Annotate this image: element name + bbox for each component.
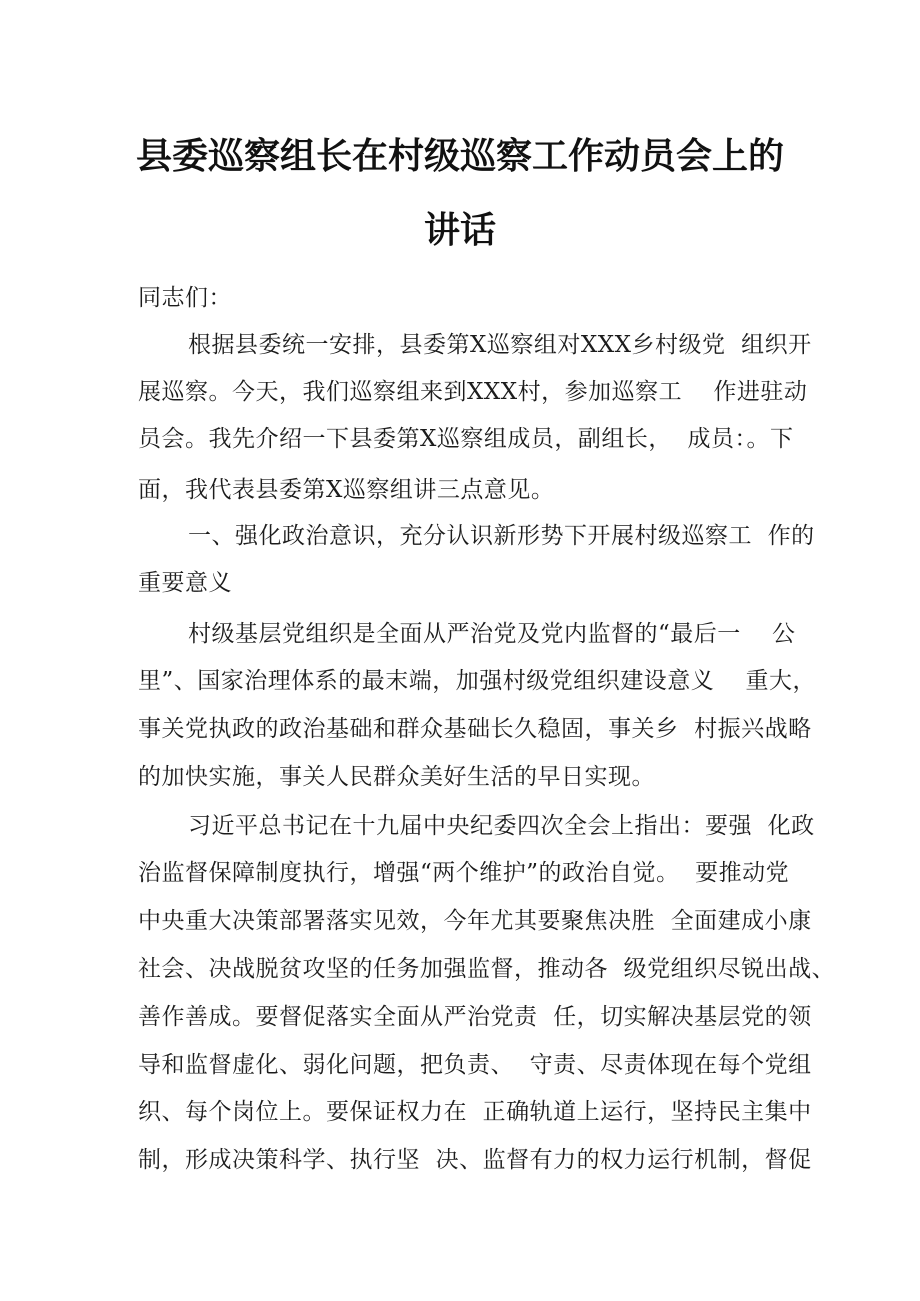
body-line: 中央重大决策部署落实见效，今年尤其要聚焦决胜 全面建成小康 — [138, 908, 812, 934]
body-line: 面，我代表县委第X巡察组讲三点意见。 — [138, 477, 555, 503]
body-line: 根据县委统一安排，县委第X巡察组对XXX乡村级党 组织开 — [188, 332, 812, 358]
document-title-line-1: 县委巡察组长在村级巡察工作动员会上的 — [135, 136, 784, 177]
body-line: 展巡察。今天，我们巡察组来到XXX村，参加巡察工 作进驻动 — [138, 379, 808, 405]
body-line: 社会、决战脱贫攻坚的任务加强监督，推动各 级党组织尽锐出战、 — [138, 956, 836, 982]
body-line: 里”、国家治理体系的最末端，加强村级党组织建设意义 重大， — [138, 668, 817, 694]
body-line: 习近平总书记在十九届中央纪委四次全会上指出：要强 化政 — [188, 813, 815, 839]
body-line: 员会。我先介绍一下县委第X巡察组成员，副组长， 成员：。下 — [138, 426, 794, 452]
document-title-line-2: 讲话 — [423, 210, 496, 251]
body-line: 制，形成决策科学、执行坚 决、监督有力的权力运行机制，督促 — [138, 1147, 812, 1173]
body-line: 织、每个岗位上。要保证权力在 正确轨道上运行，坚持民主集中 — [138, 1099, 812, 1125]
body-line: 治监督保障制度执行，增强“两个维护”的政治自觉。 要推动党 — [138, 860, 790, 886]
section-heading-line: 重要意义 — [138, 570, 232, 596]
section-heading-line: 一、强化政治意识，充分认识新形势下开展村级巡察工 作的 — [188, 523, 815, 549]
body-line: 善作善成。要督促落实全面从严治党责 任，切实解决基层党的领 — [138, 1004, 812, 1030]
body-line: 的加快实施，事关人民群众美好生活的早日实现。 — [138, 764, 655, 790]
body-line: 事关党执政的政治基础和群众基础长久稳固，事关乡 村振兴战略 — [138, 716, 812, 742]
salutation: 同志们： — [138, 285, 232, 311]
body-line: 村级基层党组织是全面从严治党及党内监督的“最后一 公 — [188, 621, 796, 647]
body-line: 导和监督虚化、弱化问题，把负责、 守责、尽责体现在每个党组 — [138, 1052, 812, 1078]
